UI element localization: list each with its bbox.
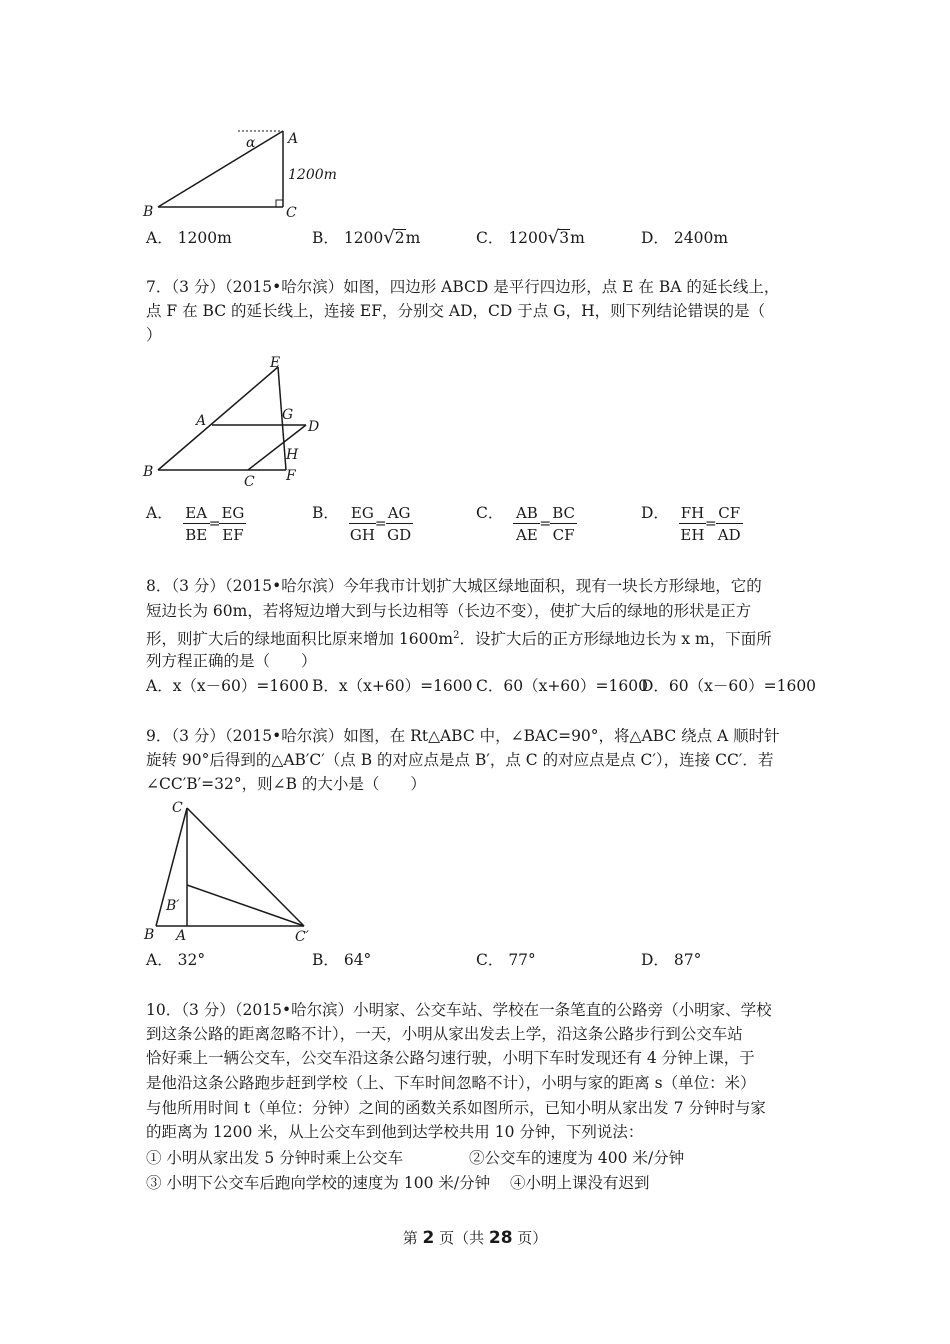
q9-label-b: B bbox=[144, 927, 155, 943]
q10-line-2: 到这条公路的距离忽略不计），一天，小明从家出发去上学，沿这条公路步行到公交车站 bbox=[146, 1025, 743, 1043]
q9-line-1: 9．（3 分）（2015•哈尔滨）如图，在 Rt△ABC 中，∠BAC=90°，将△ABC 绕点 A 顺时针 bbox=[146, 727, 780, 745]
q6-label-a: A bbox=[288, 131, 299, 147]
q7-option-b: B． $\frac{EG}{GH}$ = $\frac{AG}{GD}$ bbox=[312, 504, 412, 544]
q7-label-b: B bbox=[143, 464, 154, 480]
q6-option-a: A． 1200m bbox=[146, 229, 232, 247]
q7-label-c: C bbox=[244, 474, 255, 490]
q10-statement-3: ③ 小明下公交车后跑向学校的速度为 100 米/分钟 bbox=[146, 1174, 491, 1192]
q9-option-c: C． 77° bbox=[476, 951, 536, 969]
q7-label-d: D bbox=[308, 419, 320, 435]
q6-label-b: B bbox=[143, 204, 154, 220]
q6-option-c: C． 1200√3m bbox=[476, 227, 585, 248]
q9-line-2: 旋转 90°后得到的△AB′C′（点 B 的对应点是点 B′，点 C 的对应点是点 C′），连接 CC′．若 bbox=[146, 751, 774, 769]
q7-label-h: H bbox=[286, 447, 299, 463]
q7-parallelogram-figure bbox=[138, 355, 338, 490]
q10-statement-1: ① 小明从家出发 5 分钟时乘上公交车 bbox=[146, 1149, 404, 1167]
q10-statement-4: ④小明上课没有迟到 bbox=[510, 1174, 650, 1192]
q9-option-d: D． 87° bbox=[641, 951, 702, 969]
q9-option-a: A． 32° bbox=[146, 951, 206, 969]
q8-line-1: 8．（3 分）（2015•哈尔滨）今年我市计划扩大城区绿地面积，现有一块长方形绿地，它的 bbox=[146, 577, 762, 595]
q6-label-alpha: α bbox=[246, 135, 256, 151]
q8-option-a: A．x（x－60）=1600 bbox=[146, 677, 309, 695]
q7-option-d: D． $\frac{FH}{EH}$ = $\frac{CF}{AD}$ bbox=[641, 502, 743, 546]
q10-line-6: 的距离为 1200 米，从上公交车到他到达学校共用 10 分钟，下列说法： bbox=[146, 1123, 644, 1141]
q9-label-bprime: B′ bbox=[166, 898, 180, 914]
page-number: 2 bbox=[422, 1228, 435, 1248]
q7-label-f: F bbox=[286, 468, 296, 484]
q10-line-5: 与他所用时间 t（单位：分钟）之间的函数关系如图所示，已知小明从家出发 7 分钟时与家 bbox=[146, 1099, 766, 1117]
q9-line-3: ∠CC′B′=32°，则∠B 的大小是（ ） bbox=[146, 775, 426, 793]
q6-option-d: D． 2400m bbox=[641, 229, 729, 247]
q10-line-1: 10．（3 分）（2015•哈尔滨）小明家、公交车站、学校在一条笔直的公路旁（小明家、学校 bbox=[146, 1001, 772, 1019]
q8-option-d: D．60（x－60）=1600 bbox=[641, 677, 817, 695]
q9-option-b: B． 64° bbox=[312, 951, 372, 969]
q6-option-b: B． 1200√2m bbox=[312, 227, 421, 248]
q9-triangle-figure bbox=[138, 798, 338, 946]
q9-label-a: A bbox=[176, 928, 187, 944]
q10-statement-2: ②公交车的速度为 400 米/分钟 bbox=[469, 1149, 685, 1167]
q6-label-height: 1200m bbox=[288, 167, 337, 183]
q6-label-c: C bbox=[286, 205, 297, 220]
q7-option-a: A． $\frac{EA}{BE}$ = $\frac{EG}{EF}$ bbox=[146, 502, 246, 546]
q7-label-a: A bbox=[196, 413, 207, 429]
q9-label-cprime: C′ bbox=[295, 929, 309, 945]
q7-line-2: 点 F 在 BC 的延长线上，连接 EF，分别交 AD，CD 于点 G，H，则下列结论错误的是（ bbox=[146, 302, 766, 320]
q8-option-b: B．x（x+60）=1600 bbox=[312, 677, 473, 695]
q7-label-g: G bbox=[282, 407, 294, 423]
q7-line-1: 7．（3 分）（2015•哈尔滨）如图，四边形 ABCD 是平行四边形，点 E 在 BA 的延长线上， bbox=[146, 278, 780, 296]
q10-line-3: 恰好乘上一辆公交车，公交车沿这条公路匀速行驶，小明下车时发现还有 4 分钟上课，于 bbox=[146, 1049, 755, 1067]
q7-label-e: E bbox=[270, 355, 281, 371]
q7-option-c: C． $\frac{AB}{AE}$ = $\frac{BC}{CF}$ bbox=[476, 502, 577, 546]
q8-line-3: 形，则扩大后的绿地面积比原来增加 $1600m^2$．设扩大后的正方形绿地边长为 x m，下面所 bbox=[146, 630, 772, 649]
q7-line-3: ） bbox=[146, 326, 162, 344]
q10-line-4: 是他沿这条公路跑步赶到学校（上、下车时间忽略不计），小明与家的距离 s（单位：米） bbox=[146, 1074, 756, 1092]
q8-line-2: 短边长为 60m，若将短边增大到与长边相等（长边不变），使扩大后的绿地的形状是正方 bbox=[146, 602, 752, 620]
page-footer: 第 2 页（共 28 页） bbox=[402, 1228, 548, 1248]
q8-option-c: C．60（x+60）=1600 bbox=[476, 677, 648, 695]
q8-line-4: 列方程正确的是（ ） bbox=[146, 652, 317, 670]
q6-triangle-figure bbox=[138, 125, 338, 220]
q9-label-c: C bbox=[172, 800, 183, 816]
page-total: 28 bbox=[488, 1228, 513, 1248]
